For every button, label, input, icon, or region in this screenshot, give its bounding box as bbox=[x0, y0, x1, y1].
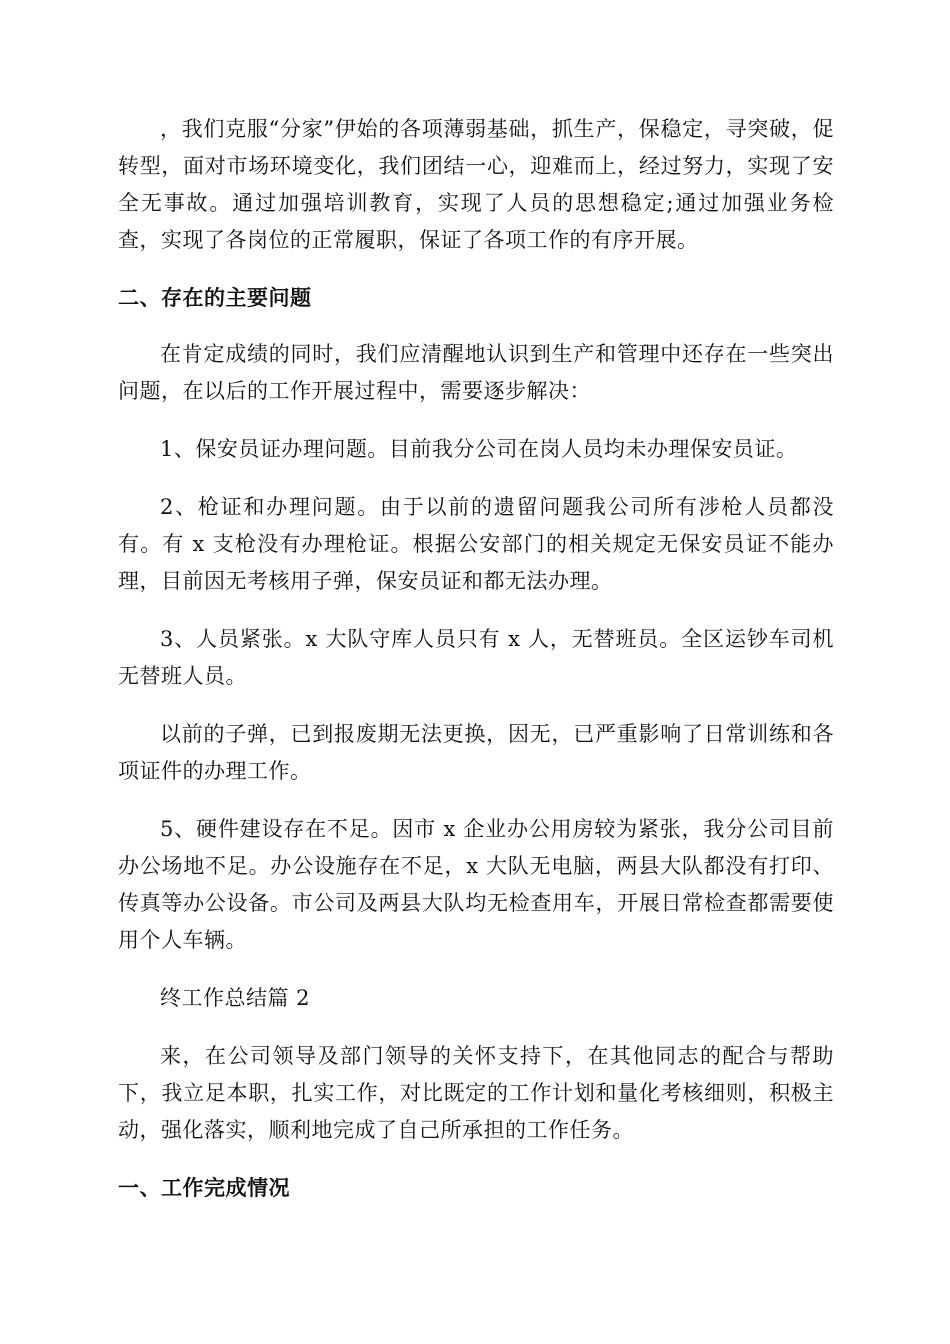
document-body bbox=[118, 111, 834, 1207]
section-heading-main-problems: 二、存在的主要问题 bbox=[118, 286, 312, 310]
paragraph-problem-4: 以前的子弹，已到报废期无法更换，因无，已严重影响了日常训练和各项证件的办理工作。 bbox=[118, 722, 834, 783]
paragraph-problem-1: 1、保安员证办理问题。目前我分公司在岗人员均未办理保安员证。 bbox=[160, 437, 798, 461]
paragraph-problems-intro: 在肯定成绩的同时，我们应清醒地认识到生产和管理中还存在一些突出问题，在以后的工作开展过程中，需要逐步解决： bbox=[118, 342, 834, 403]
paragraph-problem-5: 5、硬件建设存在不足。因市 x 企业办公用房较为紧张，我分公司目前办公场地不足。办公设施存在不足，x 大队无电脑，两县大队都没有打印、传真等办公设备。市公司及两县大队均无检查用车，开展日常检查都需要使用个人车辆。 bbox=[118, 817, 834, 952]
section-heading-work-completion: 一、工作完成情况 bbox=[118, 1176, 290, 1200]
paragraph-summary-intro: 来，在公司领导及部门领导的关怀支持下，在其他同志的配合与帮助下，我立足本职，扎实工作，对比既定的工作计划和量化考核细则，积极主动，强化落实，顺利地完成了自己所承担的工作任务。 bbox=[118, 1044, 834, 1142]
paragraph-problem-3: 3、人员紧张。x 大队守库人员只有 x 人，无替班员。全区运钞车司机无替班人员。 bbox=[118, 627, 834, 688]
paragraph-achievements: ，我们克服“分家”伊始的各项薄弱基础，抓生产，保稳定，寻突破，促转型，面对市场环境变化，我们团结一心，迎难而上，经过努力，实现了安全无事故。通过加强培训教育，实现了人员的思想稳定;通过加强业务检查，实现了各岗位的正常履职，保证了各项工作的有序开展。 bbox=[118, 117, 834, 252]
paragraph-problem-2: 2、枪证和办理问题。由于以前的遗留问题我公司所有涉枪人员都没有。有 x 支枪没有办理枪证。根据公安部门的相关规定无保安员证不能办理，目前因无考核用子弹，保安员证和都无法办理。 bbox=[118, 495, 834, 593]
paragraph-summary-title: 终工作总结篇 2 bbox=[160, 986, 311, 1010]
